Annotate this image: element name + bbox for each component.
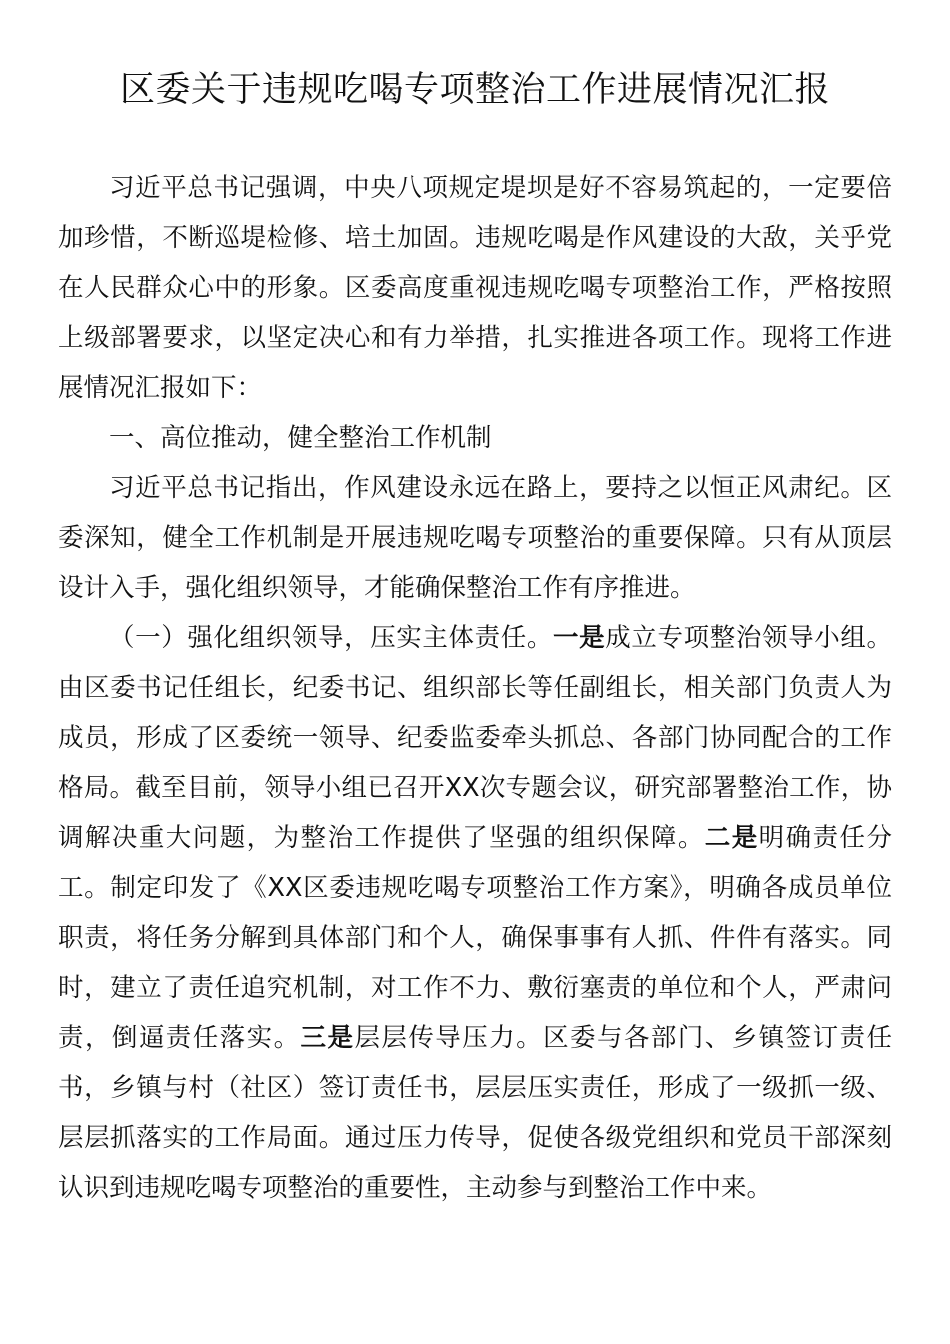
intro-paragraph: 习近平总书记强调，中央八项规定堤坝是好不容易筑起的，一定要倍加珍惜，不断巡堤检修、培土加固。违规吃喝是作风建设的大敌，关乎党在人民群众心中的形象。区委高度重视违规吃喝专项整治工作，严格按照上级部署要求，以坚定决心和有力举措，扎实推进各项工作。现将工作进展情况汇报如下： bbox=[58, 173, 892, 403]
point-text-2: 明确责任分工。制定印发了《XX区委违规吃喝专项整治工作方案》，明确各成员单位职责，将任务分解到具体部门和个人，确保事事有人抓、件件有落实。同时，建立了责任追究机制，对工作不力、敷衍塞责的单位和个人，严肃问责，倒逼责任落实。 bbox=[58, 823, 892, 1053]
document-body bbox=[58, 163, 892, 1213]
subsection-1-paragraph bbox=[58, 613, 892, 1213]
subsection-1-lead: （一）强化组织领导，压实主体责任。 bbox=[109, 623, 554, 653]
point-text-1: 成立专项整治领导小组。由区委书记任组长，纪委书记、组织部长等任副组长，相关部门负责人为成员，形成了区委统一领导、纪委监委牵头抓总、各部门协同配合的工作格局。截至目前，领导小组已召开XX次专题会议，研究部署整治工作，协调解决重大问题，为整治工作提供了坚强的组织保障。 bbox=[58, 623, 892, 853]
point-text-3: 层层传导压力。区委与各部门、乡镇签订责任书，乡镇与村（社区）签订责任书，层层压实责任，形成了一级抓一级、层层抓落实的工作局面。通过压力传导，促使各级党组织和党员干部深刻认识到违规吃喝专项整治的重要性，主动参与到整治工作中来。 bbox=[58, 1023, 892, 1203]
document-title: 区委关于违规吃喝专项整治工作进展情况汇报 bbox=[119, 70, 830, 110]
point-marker-1: 一是 bbox=[553, 623, 606, 653]
point-marker-2: 二是 bbox=[704, 823, 759, 853]
section-1-paragraph: 习近平总书记指出，作风建设永远在路上，要持之以恒正风肃纪。区委深知，健全工作机制是开展违规吃喝专项整治的重要保障。只有从顶层设计入手，强化组织领导，才能确保整治工作有序推进。 bbox=[58, 473, 892, 603]
point-marker-3: 三是 bbox=[300, 1023, 355, 1053]
section-heading-1: 一、高位推动，健全整治工作机制 bbox=[109, 423, 492, 453]
